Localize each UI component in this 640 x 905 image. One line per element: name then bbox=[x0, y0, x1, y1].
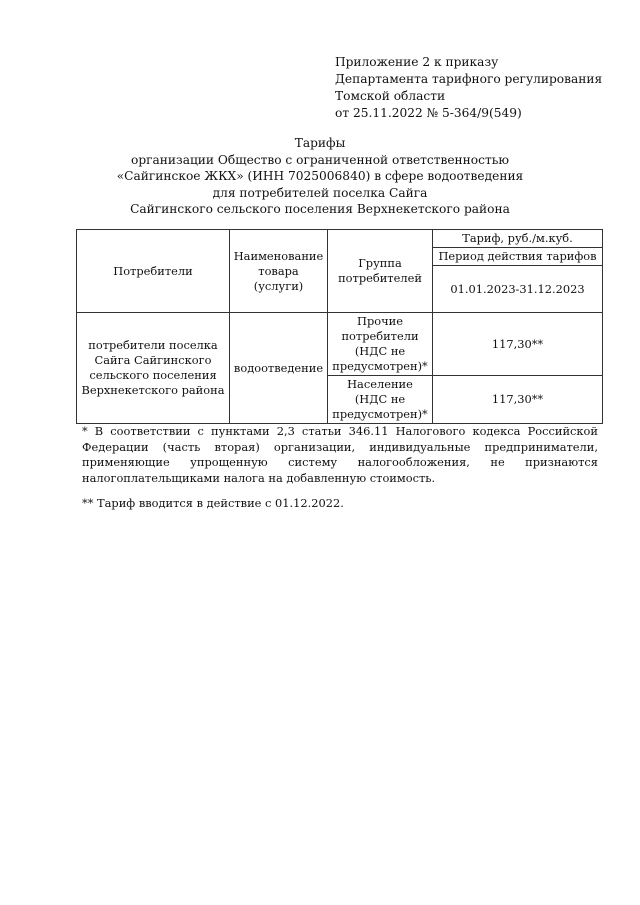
tariff-table bbox=[76, 229, 603, 424]
appendix-line: Департамента тарифного регулирования bbox=[335, 72, 603, 86]
header-group: Группа потребителей bbox=[328, 230, 433, 313]
header-product: Наименование товара (услуги) bbox=[230, 230, 328, 313]
appendix-header bbox=[335, 54, 602, 122]
document-title bbox=[40, 135, 600, 218]
appendix-line: Томской области bbox=[335, 89, 446, 103]
cell-tariff-value: 117,30** bbox=[433, 313, 603, 376]
title-line: организации Общество с ограниченной ответственностью bbox=[131, 152, 509, 167]
title-line: Сайгинского сельского поселения Верхнекетского района bbox=[130, 202, 510, 216]
footnotes bbox=[82, 424, 598, 512]
footnote-vat: * В соответствии с пунктами 2,3 статьи 346.11 Налогового кодекса Российской Федерации (часть вторая) организации, индивидуальные предприниматели, применяющие упрощенную систему налогообложения, не признаются налогоплательщиками налога на добавленную стоимость. bbox=[82, 424, 598, 485]
cell-consumers: потребители поселка Сайга Сайгинского сельского поселения Верхнекетского района bbox=[77, 313, 230, 424]
title-line: для потребителей поселка Сайга bbox=[212, 185, 428, 200]
cell-group: Население (НДС не предусмотрен)* bbox=[328, 376, 433, 424]
cell-tariff-value: 117,30** bbox=[433, 376, 603, 424]
header-period-label: Период действия тарифов bbox=[433, 248, 603, 266]
header-period: 01.01.2023-31.12.2023 bbox=[433, 266, 603, 313]
cell-product: водоотведение bbox=[230, 313, 328, 424]
footnote-effective-date: ** Тариф вводится в действие с 01.12.2022. bbox=[82, 496, 344, 510]
title-line: «Сайгинское ЖКХ» (ИНН 7025006840) в сфере водоотведения bbox=[116, 169, 524, 183]
cell-group: Прочие потребители (НДС не предусмотрен)* bbox=[328, 313, 433, 376]
header-tariff: Тариф, руб./м.куб. bbox=[433, 230, 603, 248]
header-consumers: Потребители bbox=[77, 230, 230, 313]
table-header-row bbox=[77, 230, 603, 248]
appendix-line: Приложение 2 к приказу bbox=[335, 55, 499, 69]
title-line: Тарифы bbox=[294, 136, 346, 150]
table-row bbox=[77, 313, 603, 376]
appendix-line: от 25.11.2022 № 5-364/9(549) bbox=[335, 106, 522, 120]
